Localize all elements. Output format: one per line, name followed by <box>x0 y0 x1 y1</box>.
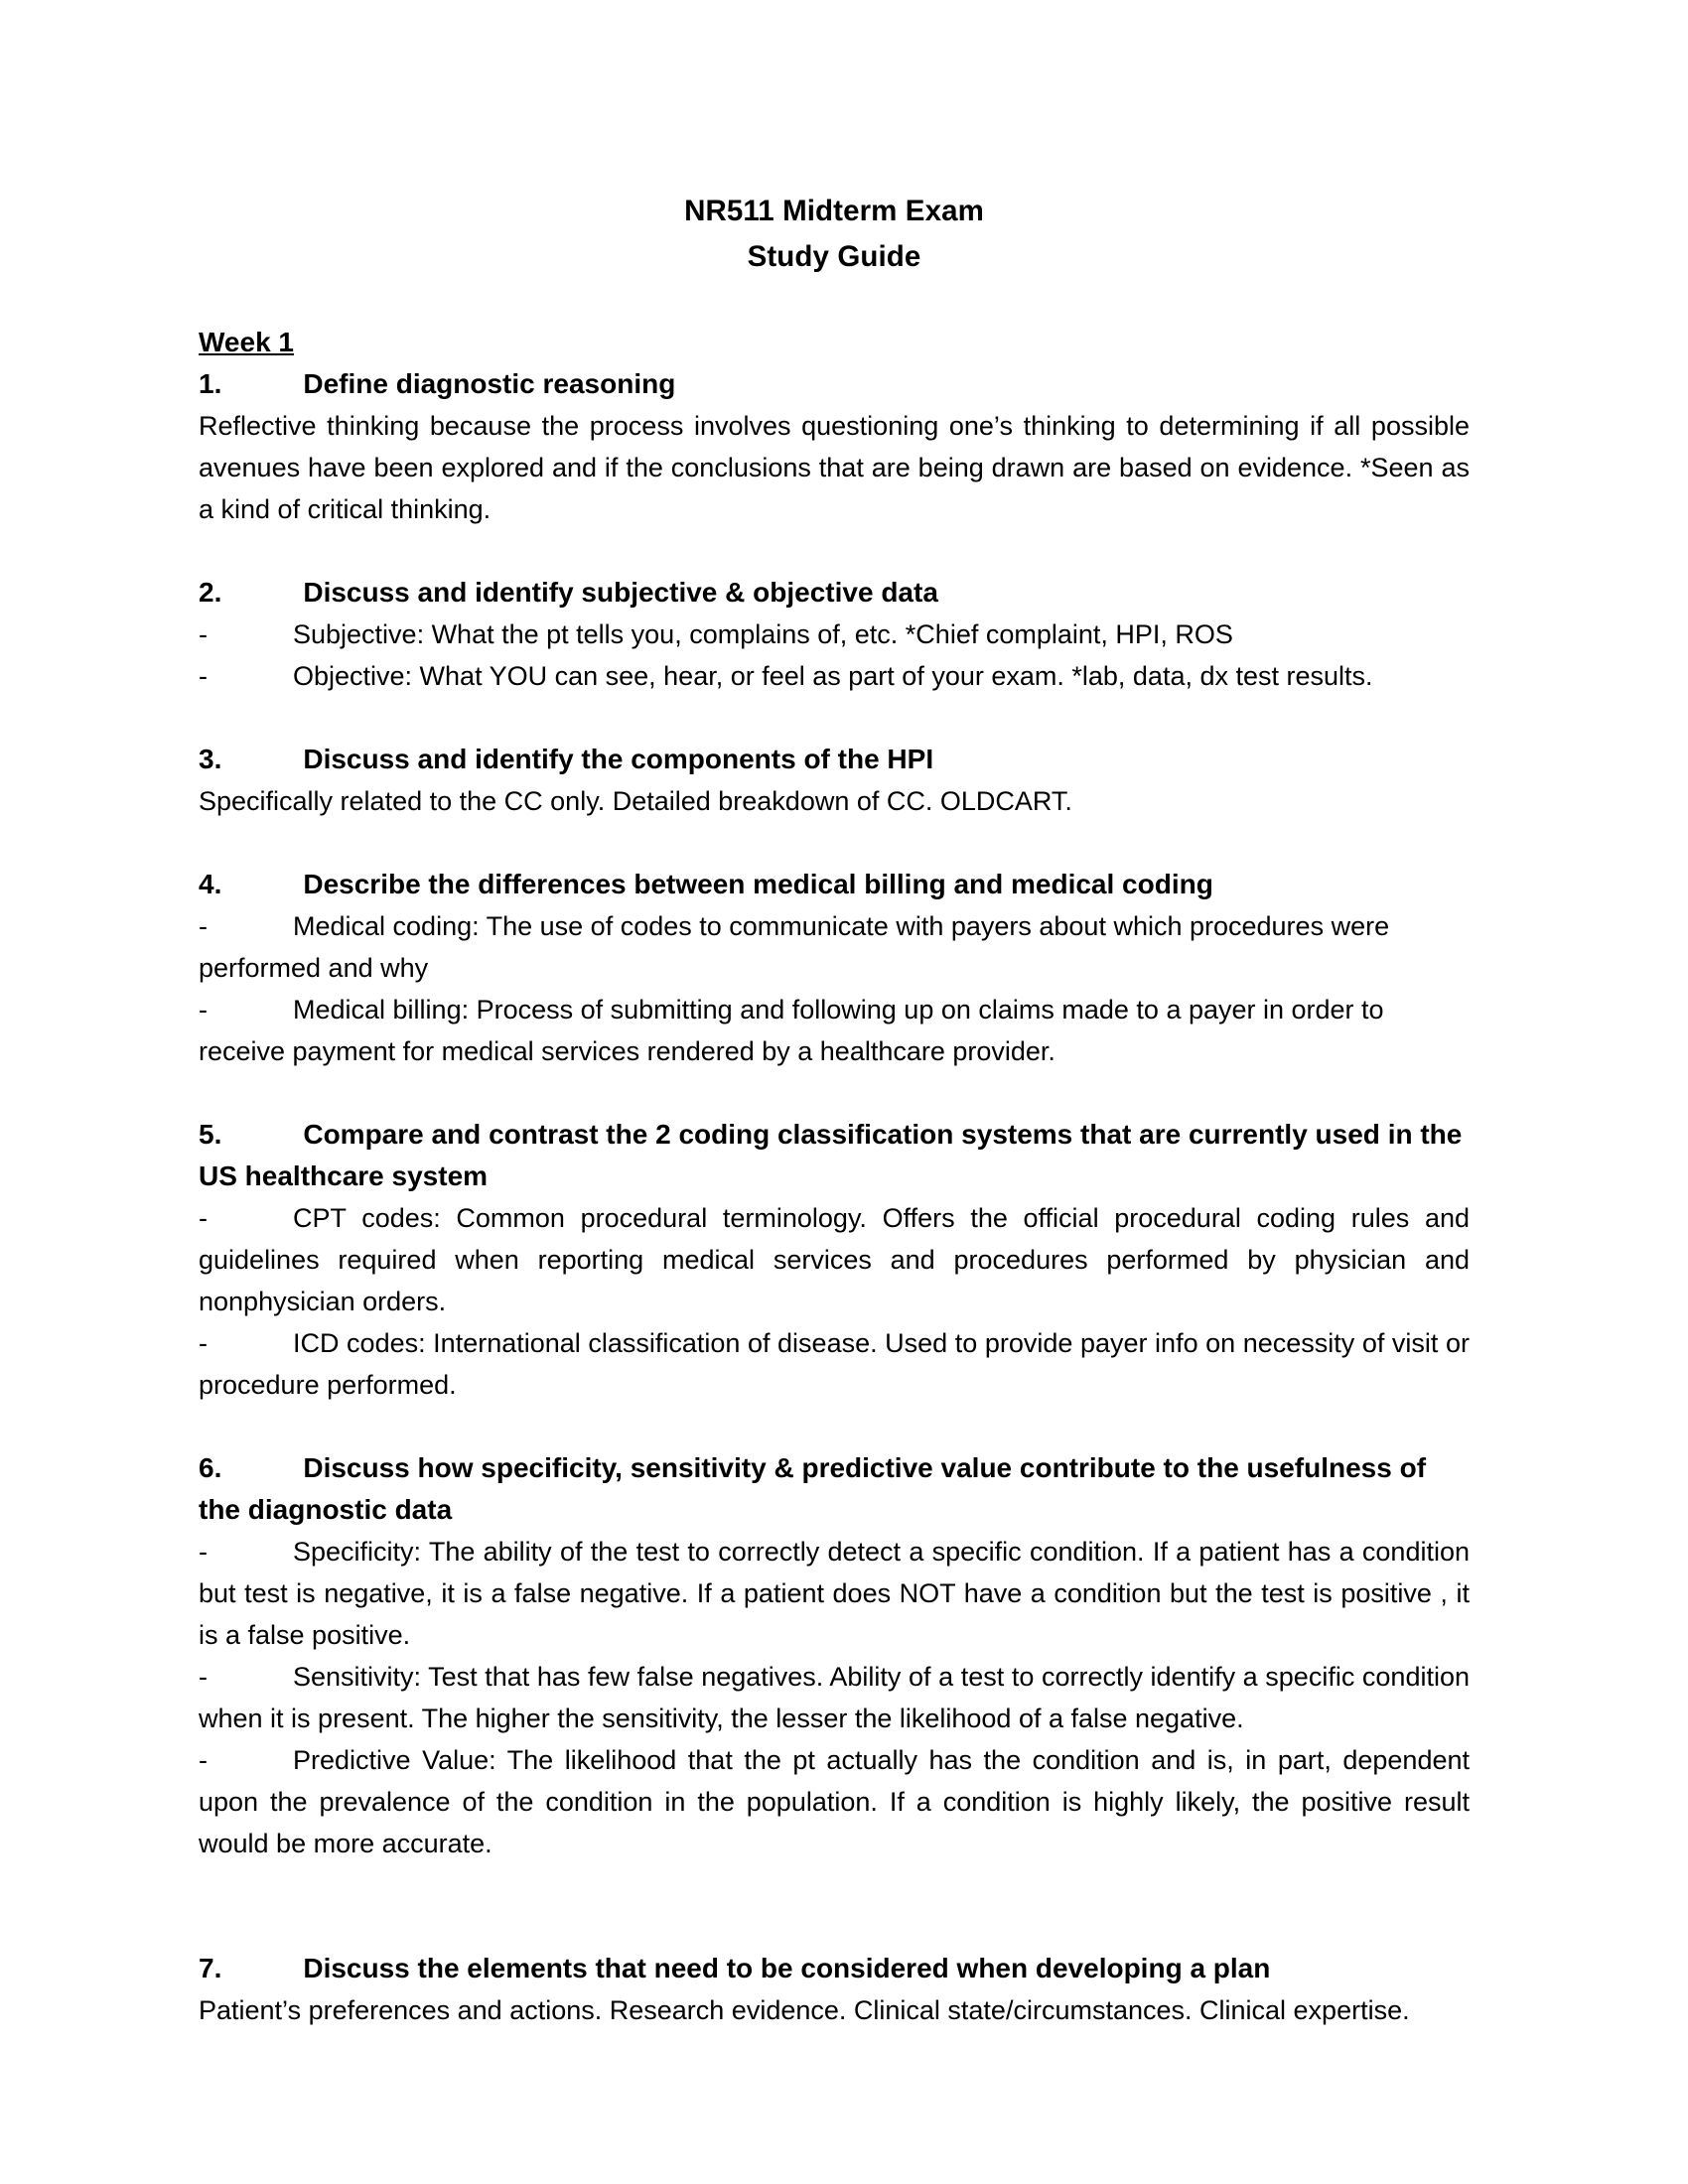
paragraph-gap <box>199 1406 1470 1447</box>
dash-marker: - <box>199 1745 208 1775</box>
bullet-line <box>199 905 1470 989</box>
bullet-line <box>199 1322 1477 1406</box>
paragraph-gap <box>199 530 1470 572</box>
bullet-line <box>199 1197 1477 1322</box>
bullet-text: Specificity: The ability of the test to correctly detect a specific condition. If a patient has a condition but test is negative, it is a false negative. If a patient does NOT have a condition but the test is positive , it is a false positive. <box>199 1537 1477 1650</box>
question-number-1: 1. <box>199 368 222 399</box>
question-number-7: 7. <box>199 1953 222 1983</box>
question-heading-4 <box>199 864 1470 905</box>
bullet-text: Subjective: What the pt tells you, complains of, etc. *Chief complaint, HPI, ROS <box>293 619 1233 649</box>
question-heading-5 <box>199 1114 1470 1197</box>
bullet-text: Predictive Value: The likelihood that the pt actually has the condition and is, in part, dependent upon the prevalence of the condition in the population. If a condition is highly likely, the positive result would be more accurate. <box>199 1745 1477 1858</box>
paragraph-gap-large <box>199 1864 1470 1948</box>
dash-marker: - <box>199 1203 208 1233</box>
bullet-text: Medical coding: The use of codes to communicate with payers about which procedures were performed and why <box>199 911 1397 983</box>
question-title-5: Compare and contrast the 2 coding classification systems that are currently used in the US healthcare system <box>199 1119 1471 1191</box>
bullet-text: ICD codes: International classification of disease. Used to provide payer info on necessity of visit or procedure performed. <box>199 1328 1477 1400</box>
question-title-1: Define diagnostic reasoning <box>303 368 676 399</box>
question-title-2: Discuss and identify subjective & objective data <box>303 577 938 608</box>
question-body-7: Patient’s preferences and actions. Research evidence. Clinical state/circumstances. Clinical expertise. <box>199 1995 1410 2025</box>
title-line-1: NR511 Midterm Exam <box>684 195 984 227</box>
question-heading-6 <box>199 1447 1470 1531</box>
dash-marker: - <box>199 1328 208 1358</box>
dash-marker: - <box>199 661 208 691</box>
question-number-4: 4. <box>199 869 222 899</box>
dash-marker: - <box>199 1537 208 1567</box>
question-body-3: Specifically related to the CC only. Detailed breakdown of CC. OLDCART. <box>199 786 1072 816</box>
question-number-6: 6. <box>199 1452 222 1483</box>
paragraph-gap <box>199 822 1470 864</box>
bullet-line <box>199 655 1470 697</box>
question-title-3: Discuss and identify the components of the HPI <box>303 744 934 774</box>
week-heading: Week 1 <box>199 327 294 357</box>
title-line-2: Study Guide <box>747 240 921 273</box>
paragraph-gap <box>199 697 1470 739</box>
bullet-line <box>199 1531 1477 1656</box>
dash-marker: - <box>199 1662 208 1692</box>
bullet-line <box>199 989 1470 1072</box>
question-heading-1 <box>199 363 1470 405</box>
document-title <box>199 189 1470 280</box>
question-body-1: Reflective thinking because the process involves questioning one’s thinking to determining if all possible avenues have been explored and if the conclusions that are being drawn are based on evidence. *Seen as a kind of critical thinking. <box>199 411 1477 524</box>
question-title-7: Discuss the elements that need to be considered when developing a plan <box>303 1953 1271 1983</box>
question-heading-7 <box>199 1948 1470 1989</box>
question-number-3: 3. <box>199 744 222 774</box>
question-heading-2 <box>199 572 1470 614</box>
bullet-text: Medical billing: Process of submitting and following up on claims made to a payer in order to receive payment for medical services rendered by a healthcare provider. <box>199 995 1392 1066</box>
question-number-2: 2. <box>199 577 222 608</box>
dash-marker: - <box>199 911 208 941</box>
question-title-6: Discuss how specificity, sensitivity & predictive value contribute to the usefulness of the diagnostic data <box>199 1452 1434 1525</box>
bullet-text: Sensitivity: Test that has few false negatives. Ability of a test to correctly identify a specific condition when it is present. The higher the sensitivity, the lesser the likelihood of a false negative. <box>199 1662 1477 1733</box>
question-heading-3 <box>199 739 1470 780</box>
bullet-text: CPT codes: Common procedural terminology. Offers the official procedural coding rules and guidelines required when reporting medical services and procedures performed by physician and nonphysician orders. <box>199 1203 1477 1316</box>
bullet-line <box>199 614 1470 655</box>
question-number-5: 5. <box>199 1119 222 1150</box>
bullet-line <box>199 1739 1477 1864</box>
bullet-line <box>199 1656 1477 1739</box>
bullet-text: Objective: What YOU can see, hear, or feel as part of your exam. *lab, data, dx test results. <box>293 661 1373 691</box>
dash-marker: - <box>199 995 208 1024</box>
question-title-4: Describe the differences between medical billing and medical coding <box>303 869 1213 899</box>
dash-marker: - <box>199 619 208 649</box>
paragraph-gap <box>199 1072 1470 1114</box>
